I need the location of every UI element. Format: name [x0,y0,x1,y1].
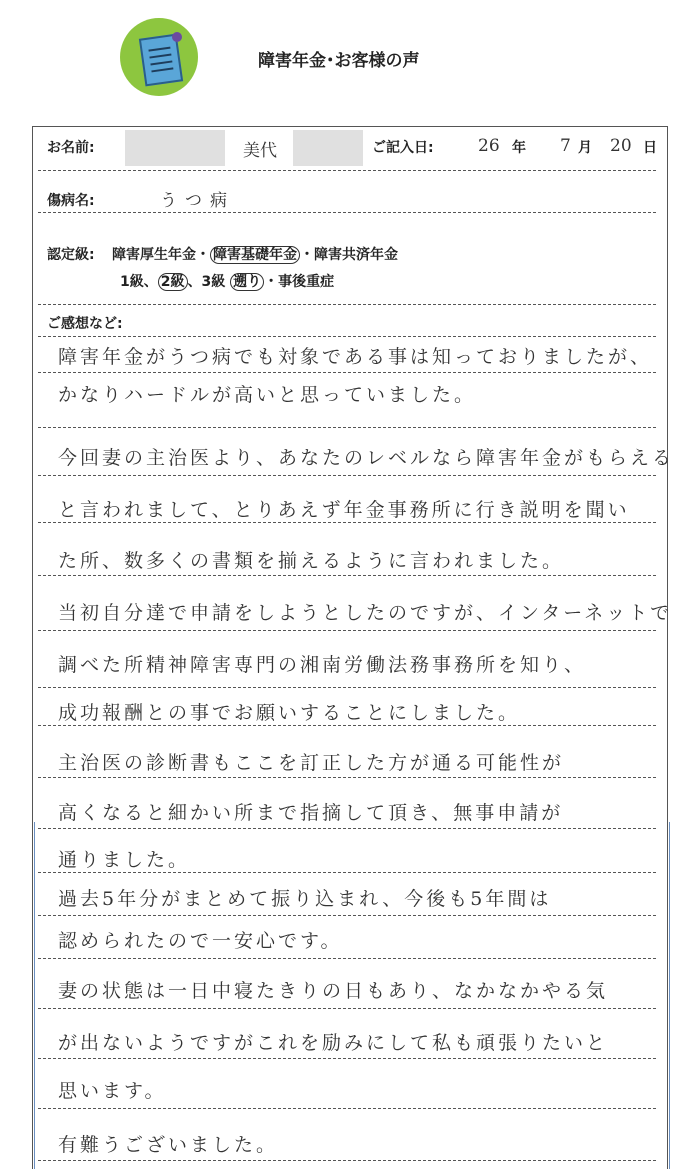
comment-line: かなりハードルが高いと思っていました。 [58,384,477,406]
divider [38,777,656,778]
day-unit: 日 [643,140,657,156]
redacted-surname [125,130,225,166]
comment-line: 今回妻の主治医より、あなたのレベルなら障害年金がもらえる [58,447,675,469]
divider [38,475,656,476]
month-unit: 月 [578,140,592,156]
name-value: 美代 [243,141,277,161]
disease-value: うつ病 [160,191,235,211]
divider [38,336,656,337]
divider [38,872,656,873]
divider [38,372,656,373]
divider [38,915,656,916]
divider [38,828,656,829]
divider [38,304,656,305]
divider [38,170,656,171]
divider [38,1108,656,1109]
year-unit: 年 [512,140,526,156]
divider [38,522,656,523]
page-title: 障害年金･お客様の声 [258,51,420,71]
comment-line: と言われまして、とりあえず年金事務所に行き説明を聞い [58,499,630,521]
disease-label: 傷病名: [47,193,95,209]
comments-label: ご感想など: [47,316,123,332]
divider [38,725,656,726]
divider [38,687,656,688]
pension-type-kosei: 障害厚生年金 [112,247,196,263]
claim-post-onset: 事後重症 [278,274,335,290]
divider [38,958,656,959]
comment-line: 高くなると細かい所まで指摘して頂き、無事申請が [58,802,564,824]
claim-retroactive-selected: 遡り [230,273,264,291]
comment-line: 妻の状態は一日中寝たきりの日もあり、なかなかやる気 [58,980,609,1002]
comment-line: た所、数多くの書類を揃えるように言われました。 [58,550,565,572]
comment-line: 障害年金がうつ病でも対象である事は知っておりましたが、 [58,346,653,368]
comment-line: 主治医の診断書もここを訂正した方が通る可能性が [58,752,565,774]
pension-types: 障害厚生年金・ 障害基礎年金 ・障害共済年金 [112,247,398,263]
grade-2-selected: 2級 [158,273,188,291]
comment-line: 過去5年分がまとめて振り込まれ、今後も5年間は [58,888,552,910]
grade-label: 認定級: [47,247,95,263]
pension-type-kyosai: 障害共済年金 [314,247,398,263]
comment-line: 調べた所精神障害専門の湘南労働法務事務所を知り、 [58,654,587,676]
name-label: お名前: [47,140,95,156]
grade-options: 1級、 2級 、3級 遡り ・事後重症 [120,274,335,290]
comment-line: が出ないようですがこれを励みにして私も頑張りたいと [58,1032,609,1054]
divider [38,1008,656,1009]
divider [38,1160,656,1161]
date-year: 26 [478,136,500,156]
redacted-name [293,130,363,166]
date-label: ご記入日: [372,140,434,156]
notepad-icon [120,18,198,96]
comment-line: 思います。 [58,1080,167,1102]
date-day: 20 [610,136,632,156]
divider [38,630,656,631]
pension-type-kiso-selected: 障害基礎年金 [210,246,300,264]
grade-3: 3級 [201,274,226,290]
divider [38,427,656,428]
date-month: 7 [560,136,571,156]
comment-line: 成功報酬との事でお願いすることにしました。 [58,702,521,724]
comment-line: 有難うございました。 [58,1134,279,1156]
comment-line: 当初自分達で申請をしようとしたのですが、インターネットで [58,602,673,624]
grade-1: 1級、 [120,274,158,290]
divider [38,1058,656,1059]
divider [38,212,656,213]
divider [38,575,656,576]
comment-line: 認められたので一安心です。 [58,930,343,952]
comment-line: 通りました。 [58,849,191,871]
